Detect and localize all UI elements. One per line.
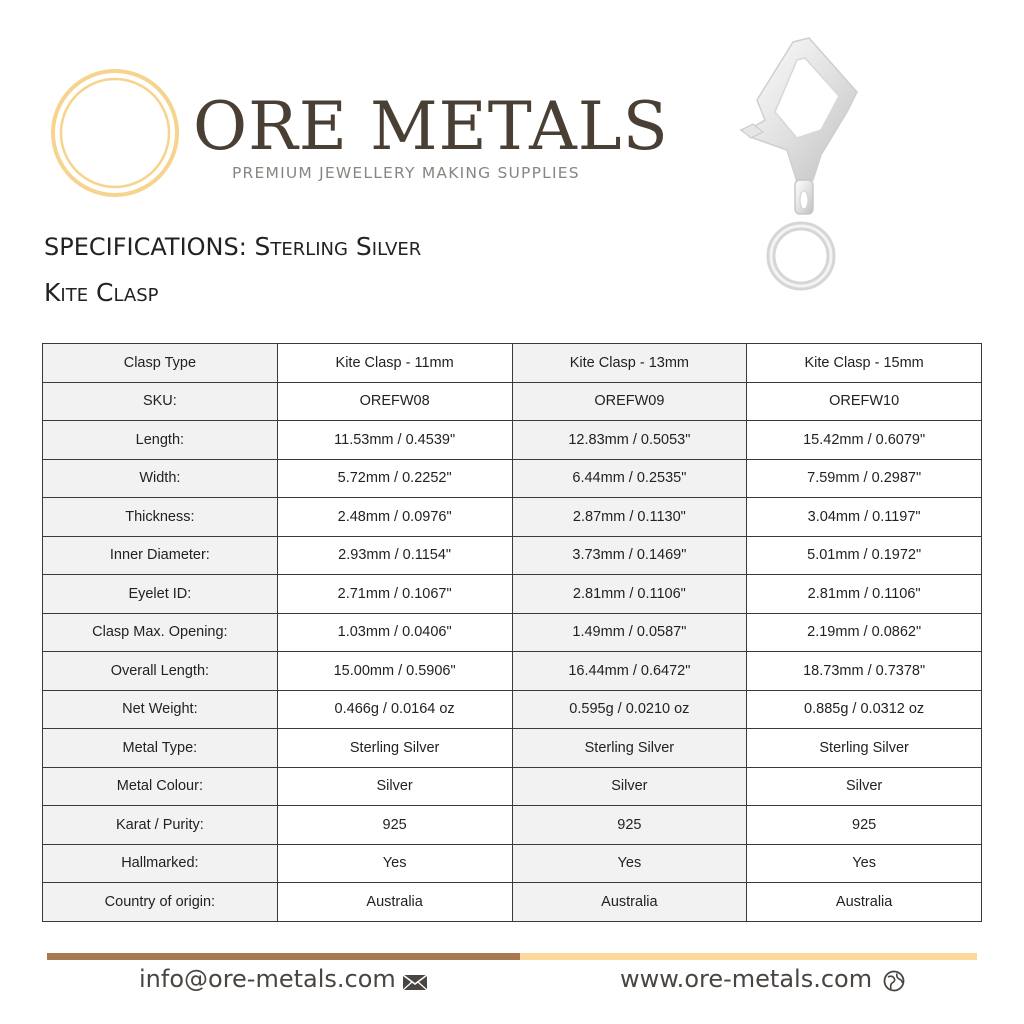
value-cell: 3.73mm / 0.1469" [512,536,747,575]
footer-divider-gold [520,953,977,960]
value-cell: Sterling Silver [277,729,512,768]
value-cell: 0.466g / 0.0164 oz [277,690,512,729]
row-label-cell: Country of origin: [43,883,278,922]
spec-heading-prefix: SPECIFICATIONS: [44,233,247,261]
table-row [43,575,982,614]
spec-heading-product-type: Kite Clasp [44,278,159,307]
value-cell: 925 [277,806,512,845]
table-row [43,382,982,421]
value-cell: 0.595g / 0.0210 oz [512,690,747,729]
table-row [43,652,982,691]
row-label-cell: Karat / Purity: [43,806,278,845]
table-row [43,806,982,845]
value-cell: 1.49mm / 0.0587" [512,613,747,652]
row-label-cell: Length: [43,421,278,460]
row-label-cell: Eyelet ID: [43,575,278,614]
value-cell: 2.48mm / 0.0976" [277,498,512,537]
value-cell: Yes [747,844,982,883]
value-cell: Australia [277,883,512,922]
value-cell: 2.71mm / 0.1067" [277,575,512,614]
value-cell: Kite Clasp - 11mm [277,344,512,383]
kite-clasp-image [735,30,870,295]
row-label-cell: Clasp Type [43,344,278,383]
logo-ring-icon [50,68,180,198]
brand-tagline: PREMIUM JEWELLERY MAKING SUPPLIES [232,164,580,182]
table-row [43,883,982,922]
value-cell: 11.53mm / 0.4539" [277,421,512,460]
row-label-cell: Thickness: [43,498,278,537]
value-cell: OREFW08 [277,382,512,421]
row-label-cell: Clasp Max. Opening: [43,613,278,652]
spec-heading-product-line: Sterling Silver [254,232,422,261]
table-row [43,729,982,768]
row-label-cell: Overall Length: [43,652,278,691]
row-label-cell: Metal Colour: [43,767,278,806]
value-cell: 15.00mm / 0.5906" [277,652,512,691]
value-cell: 925 [747,806,982,845]
value-cell: OREFW10 [747,382,982,421]
globe-icon [883,970,905,992]
website-link[interactable]: www.ore-metals.com [620,965,873,993]
value-cell: 12.83mm / 0.5053" [512,421,747,460]
value-cell: OREFW09 [512,382,747,421]
row-label-cell: Hallmarked: [43,844,278,883]
value-cell: 2.87mm / 0.1130" [512,498,747,537]
envelope-icon [402,974,428,991]
row-label-cell: Metal Type: [43,729,278,768]
table-row [43,690,982,729]
row-label-cell: Inner Diameter: [43,536,278,575]
value-cell: 2.19mm / 0.0862" [747,613,982,652]
table-row [43,459,982,498]
table-row [43,421,982,460]
specifications-table [42,343,982,922]
value-cell: Sterling Silver [747,729,982,768]
value-cell: 16.44mm / 0.6472" [512,652,747,691]
value-cell: Kite Clasp - 13mm [512,344,747,383]
row-label-cell: Width: [43,459,278,498]
email-link[interactable]: info@ore-metals.com [139,965,396,993]
value-cell: 7.59mm / 0.2987" [747,459,982,498]
value-cell: Yes [512,844,747,883]
row-label-cell: SKU: [43,382,278,421]
value-cell: 3.04mm / 0.1197" [747,498,982,537]
value-cell: 925 [512,806,747,845]
footer-divider-brown [47,953,520,960]
value-cell: 5.72mm / 0.2252" [277,459,512,498]
value-cell: 0.885g / 0.0312 oz [747,690,982,729]
row-label-cell: Net Weight: [43,690,278,729]
value-cell: 6.44mm / 0.2535" [512,459,747,498]
brand-name: ORE METALS [193,88,669,165]
value-cell: 2.81mm / 0.1106" [747,575,982,614]
value-cell: 18.73mm / 0.7378" [747,652,982,691]
value-cell: Australia [747,883,982,922]
value-cell: 2.81mm / 0.1106" [512,575,747,614]
value-cell: Silver [512,767,747,806]
value-cell: 1.03mm / 0.0406" [277,613,512,652]
value-cell: 15.42mm / 0.6079" [747,421,982,460]
table-row [43,498,982,537]
value-cell: Australia [512,883,747,922]
value-cell: Silver [747,767,982,806]
value-cell: Silver [277,767,512,806]
value-cell: Sterling Silver [512,729,747,768]
table-row [43,767,982,806]
spec-heading [44,232,421,261]
value-cell: Kite Clasp - 15mm [747,344,982,383]
value-cell: 2.93mm / 0.1154" [277,536,512,575]
table-row [43,844,982,883]
table-row [43,613,982,652]
value-cell: Yes [277,844,512,883]
value-cell: 5.01mm / 0.1972" [747,536,982,575]
table-row [43,536,982,575]
table-row [43,344,982,383]
